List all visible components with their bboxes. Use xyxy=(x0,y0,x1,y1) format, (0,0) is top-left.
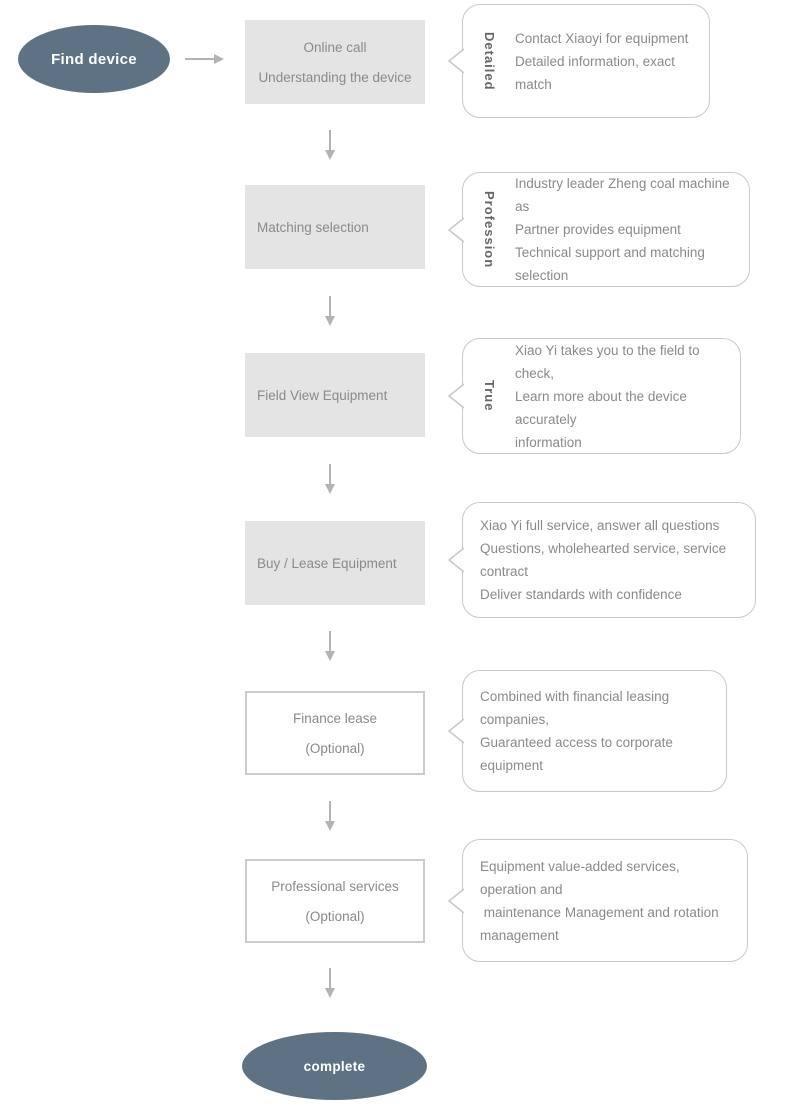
callout-text: Learn more about the device accurately xyxy=(515,388,691,427)
callout-detailed xyxy=(462,4,710,118)
bubble-tail-icon xyxy=(447,216,465,244)
bubble-tail-icon xyxy=(447,717,465,745)
box-label: Finance lease xyxy=(292,710,378,726)
callout-text: Technical support and matching selection xyxy=(515,245,709,283)
step-box-matching-selection xyxy=(245,185,425,269)
callout-finance-lease xyxy=(462,670,727,792)
callout-text: Industry leader Zheng coal machine as xyxy=(515,176,734,214)
callout-text: maintenance Management and rotation xyxy=(480,904,719,920)
box-label: (Optional) xyxy=(305,908,365,924)
arrow-down-icon xyxy=(323,296,337,326)
bubble-tail-icon xyxy=(447,382,465,410)
end-node-label: complete xyxy=(303,1058,366,1074)
start-node xyxy=(18,25,170,93)
arrow-right-icon xyxy=(185,52,225,66)
end-node xyxy=(242,1032,427,1100)
arrow-down-icon xyxy=(323,631,337,661)
callout-vertical-label: True xyxy=(482,380,497,412)
arrow-down-icon xyxy=(323,968,337,998)
callout-vertical-label: Detailed xyxy=(482,31,497,91)
bubble-tail-icon xyxy=(447,546,465,574)
step-box-online-call xyxy=(245,20,425,104)
bubble-tail-icon xyxy=(447,47,465,75)
callout-professional-services xyxy=(462,839,748,962)
arrow-down-icon xyxy=(323,801,337,831)
callout-true xyxy=(462,338,741,454)
box-label: Buy / Lease Equipment xyxy=(257,555,397,571)
box-label: Field View Equipment xyxy=(257,387,388,403)
step-box-finance-lease xyxy=(245,691,425,775)
start-node-label: Find device xyxy=(51,50,137,68)
callout-text: Equipment value-added services, operation and xyxy=(480,858,684,897)
step-box-professional-services xyxy=(245,859,425,943)
step-box-buy-lease xyxy=(245,521,425,605)
callout-text: Combined with financial leasing companies, xyxy=(480,689,673,727)
box-label: Matching selection xyxy=(257,219,369,235)
callout-text: Contact Xiaoyi for equipment xyxy=(515,30,689,46)
callout-text: information xyxy=(515,434,582,450)
callout-text: Xiao Yi full service, answer all questions xyxy=(480,518,720,533)
box-label: Understanding the device xyxy=(258,69,412,85)
callout-text: Questions, wholehearted service, service contract xyxy=(480,541,730,579)
callout-text: Xiao Yi takes you to the field to check, xyxy=(515,342,704,381)
callout-full-service xyxy=(462,502,756,618)
callout-text: management xyxy=(480,927,559,943)
box-label: Professional services xyxy=(271,878,399,894)
box-label: Online call xyxy=(303,39,367,55)
callout-text: Partner provides equipment xyxy=(515,222,681,237)
callout-text: Detailed information, exact match xyxy=(515,53,679,92)
box-label: (Optional) xyxy=(305,740,365,756)
callout-vertical-label: Profession xyxy=(482,190,497,269)
bubble-tail-icon xyxy=(447,887,465,915)
callout-text: Deliver standards with confidence xyxy=(480,587,682,602)
callout-text: Guaranteed access to corporate equipment xyxy=(480,735,677,773)
arrow-down-icon xyxy=(323,130,337,160)
step-box-field-view xyxy=(245,353,425,437)
arrow-down-icon xyxy=(323,464,337,494)
callout-profession xyxy=(462,172,750,287)
